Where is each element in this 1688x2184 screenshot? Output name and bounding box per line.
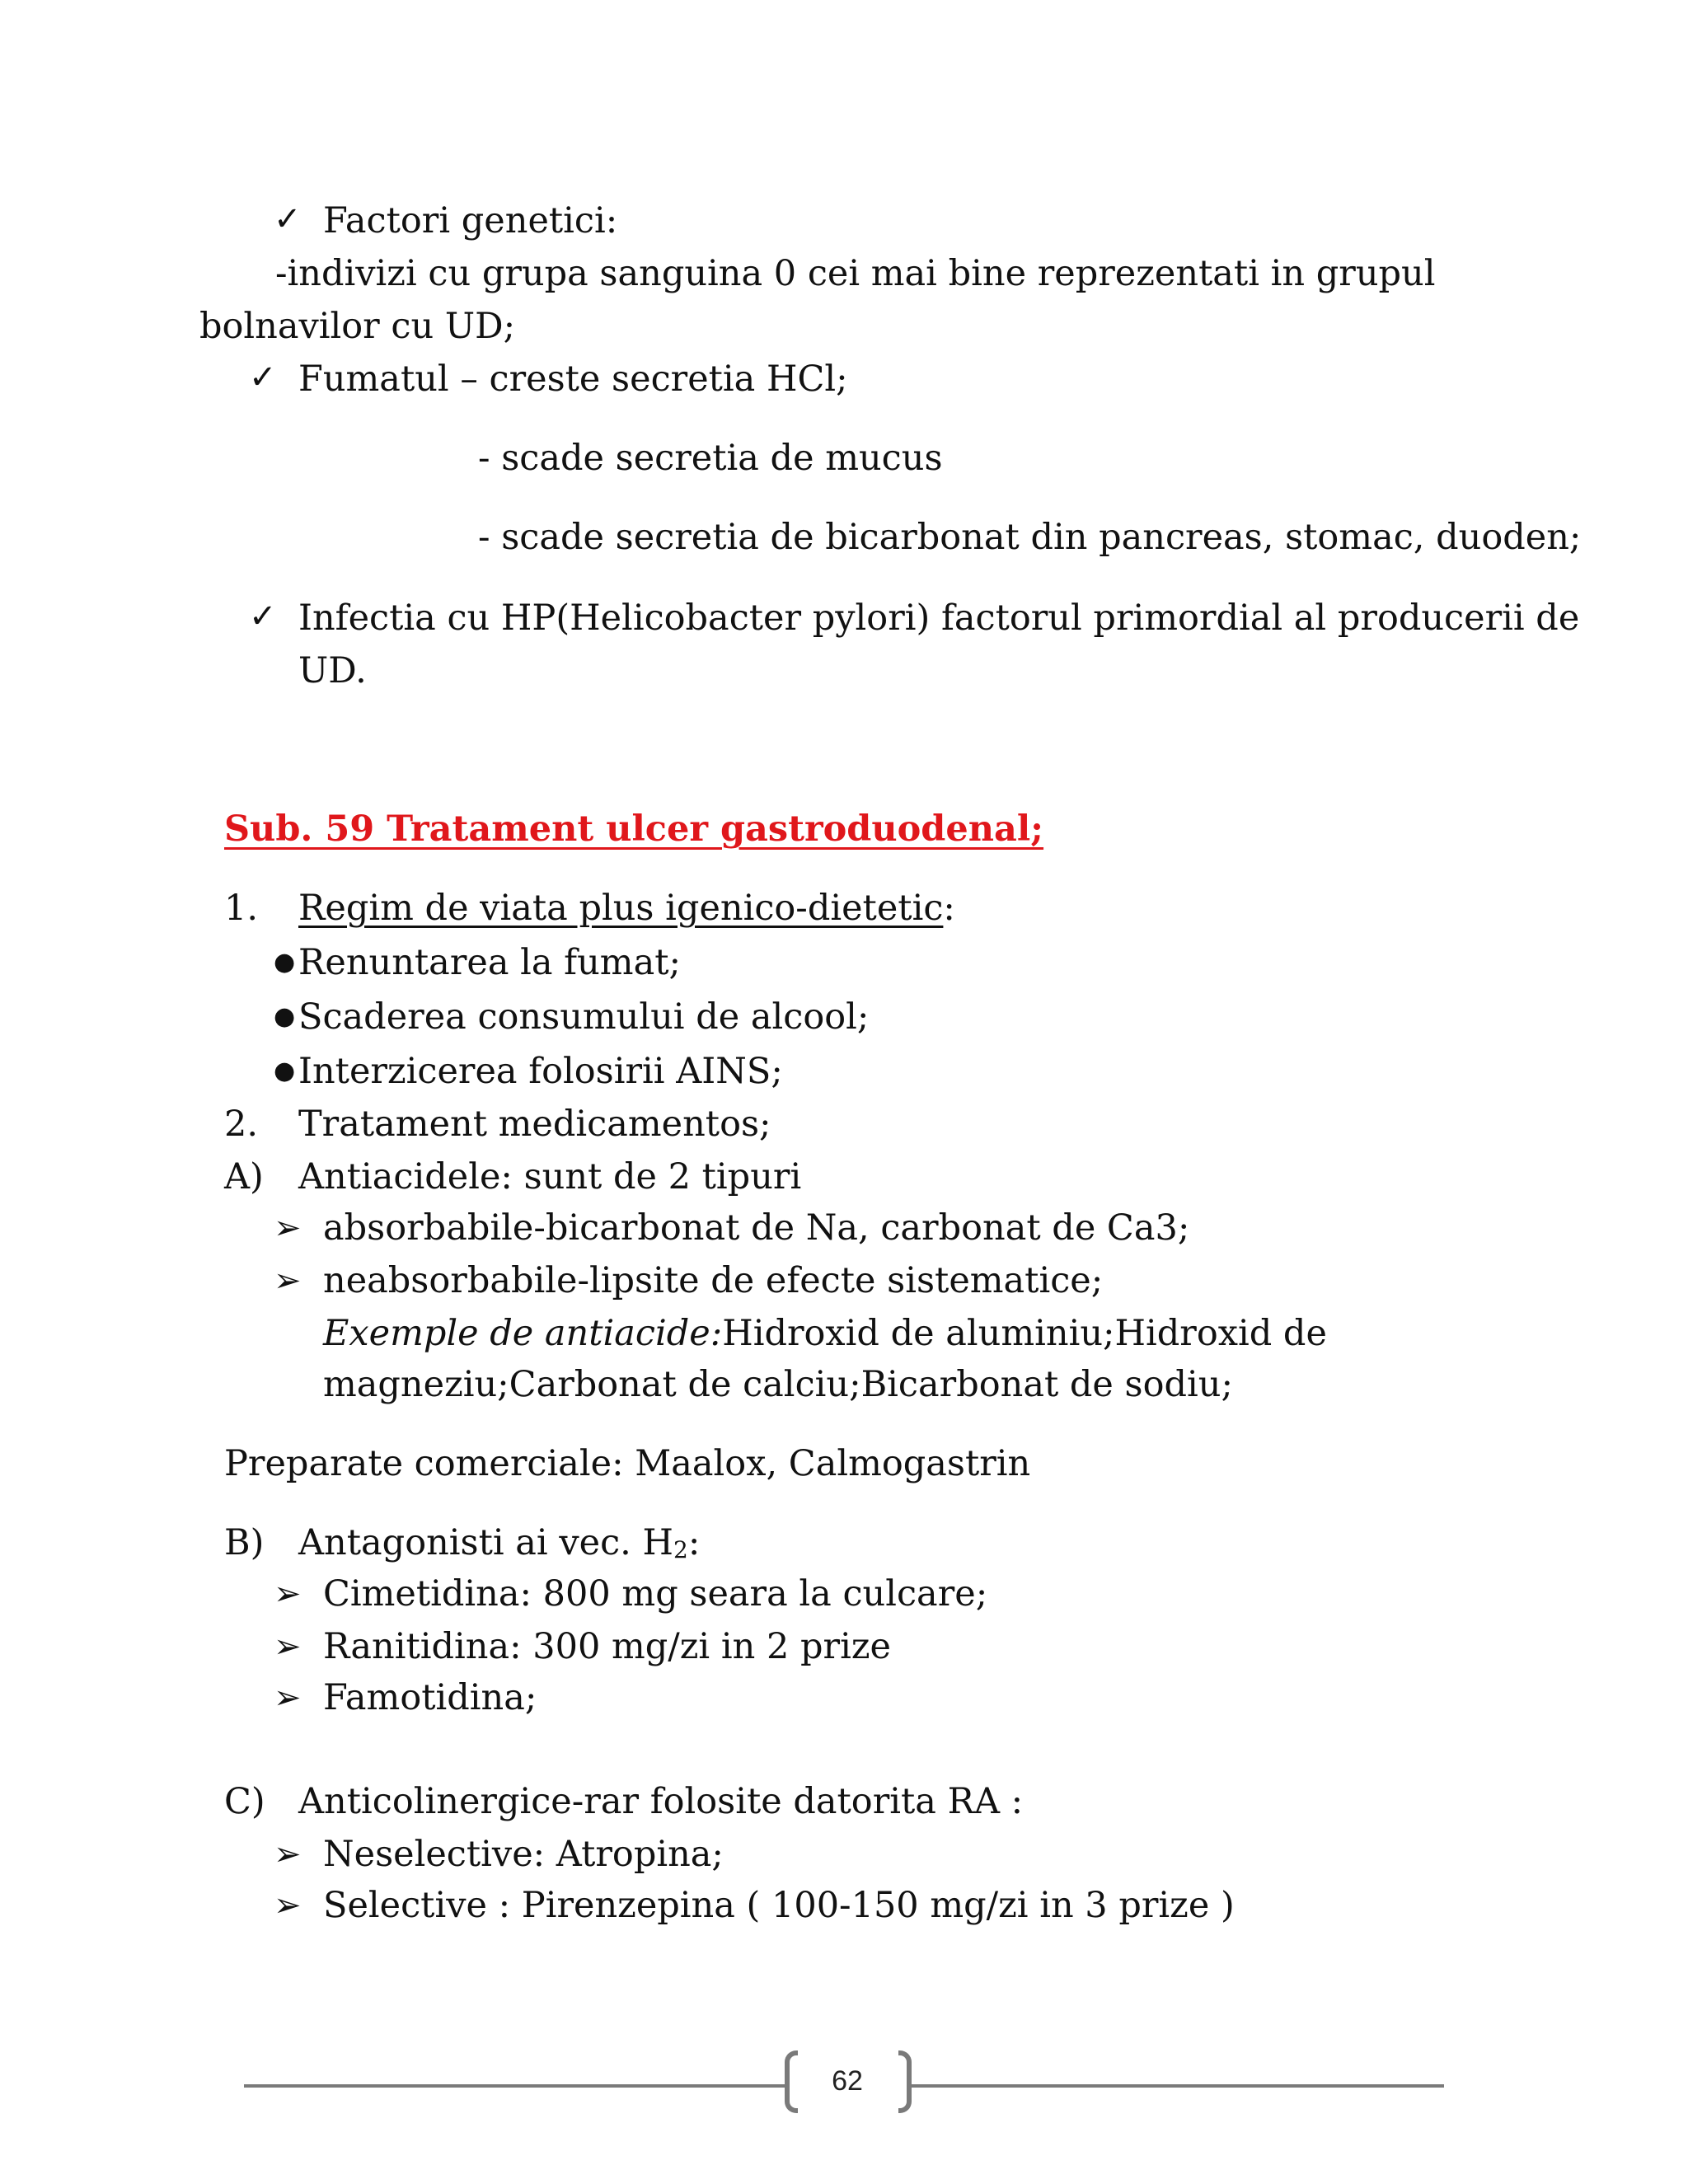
hp-infection-text-1: Infectia cu HP(Helicobacter pylori) factorul primordial al producerii de — [298, 598, 1580, 639]
genetic-factors-text-2: bolnavilor cu UD; — [199, 306, 516, 347]
bullet-icon: ● — [274, 1057, 296, 1085]
checkmark-icon: ✓ — [249, 598, 277, 635]
group-b-label — [298, 1518, 700, 1568]
arrow-bullet-icon: ➢ — [274, 1886, 302, 1924]
group-b-item-2: Ranitidina: 300 mg/zi in 2 prize — [323, 1626, 891, 1667]
item-1-heading — [298, 883, 955, 933]
genetic-factors-title: Factori genetici: — [323, 200, 618, 241]
antacid-examples-line-2: magneziu;Carbonat de calciu;Bicarbonat de sodiu; — [323, 1364, 1233, 1405]
arrow-bullet-icon: ➢ — [274, 1679, 302, 1717]
antacid-examples-line-1 — [323, 1309, 1327, 1358]
commercial-preparations: Preparate comerciale: Maalox, Calmogastrin — [224, 1443, 1031, 1484]
footer-rule-left — [244, 2084, 785, 2088]
smoking-effect-2: - scade secretia de bicarbonat din pancreas, stomac, duoden; — [478, 517, 1582, 558]
group-a-letter: A) — [224, 1156, 264, 1197]
group-a-item-1: absorbabile-bicarbonat de Na, carbonat de Ca3; — [323, 1207, 1190, 1249]
smoking-effect-1: - scade secretia de mucus — [478, 438, 943, 479]
bullet-icon: ● — [274, 948, 296, 977]
genetic-factors-text-1: -indivizi cu grupa sanguina 0 cei mai bine reprezentati in grupul — [275, 253, 1436, 294]
arrow-bullet-icon: ➢ — [274, 1835, 302, 1873]
group-b-item-3: Famotidina; — [323, 1677, 537, 1718]
hp-infection-text-2: UD. — [298, 650, 367, 691]
group-a-label: Antiacidele: sunt de 2 tipuri — [298, 1156, 802, 1197]
group-c-item-1: Neselective: Atropina; — [323, 1834, 724, 1875]
item-1-label: Regim de viata plus igenico-dietetic — [298, 888, 944, 929]
diet-bullet-3: Interzicerea folosirii AINS; — [298, 1051, 783, 1092]
checkmark-icon: ✓ — [274, 200, 302, 238]
arrow-bullet-icon: ➢ — [274, 1575, 302, 1613]
section-heading: Sub. 59 Tratament ulcer gastroduodenal; — [224, 808, 1044, 850]
item-2-label: Tratament medicamentos; — [298, 1104, 771, 1145]
left-brace-icon — [785, 2050, 798, 2113]
right-brace-icon — [898, 2050, 912, 2113]
item-1-colon: : — [943, 888, 955, 929]
bullet-icon: ● — [274, 1002, 296, 1031]
group-b-label-colon: : — [687, 1522, 701, 1563]
arrow-bullet-icon: ➢ — [274, 1209, 302, 1247]
group-c-letter: C) — [224, 1781, 265, 1822]
footer-rule-right — [912, 2084, 1444, 2088]
page-number: 62 — [832, 2065, 863, 2097]
arrow-bullet-icon: ➢ — [274, 1262, 302, 1300]
smoking-title: Fumatul – creste secretia HCl; — [298, 359, 848, 400]
group-b-item-1: Cimetidina: 800 mg seara la culcare; — [323, 1573, 988, 1615]
item-2-number: 2. — [224, 1104, 259, 1145]
antacid-examples-label: Exemple de antiacide: — [323, 1313, 723, 1354]
group-b-letter: B) — [224, 1522, 265, 1563]
arrow-bullet-icon: ➢ — [274, 1628, 302, 1666]
item-1-number: 1. — [224, 888, 259, 929]
group-a-item-2: neabsorbabile-lipsite de efecte sistematice; — [323, 1260, 1104, 1301]
diet-bullet-2: Scaderea consumului de alcool; — [298, 996, 870, 1038]
group-c-item-2: Selective : Pirenzepina ( 100-150 mg/zi in 3 prize ) — [323, 1885, 1235, 1926]
group-c-label: Anticolinergice-rar folosite datorita RA : — [298, 1781, 1024, 1822]
group-b-label-subscript: 2 — [673, 1536, 688, 1563]
group-b-label-text: Antagonisti ai vec. H — [298, 1522, 674, 1563]
antacid-examples-text: Hidroxid de aluminiu;Hidroxid de — [722, 1313, 1327, 1354]
diet-bullet-1: Renuntarea la fumat; — [298, 942, 681, 983]
checkmark-icon: ✓ — [249, 359, 277, 396]
